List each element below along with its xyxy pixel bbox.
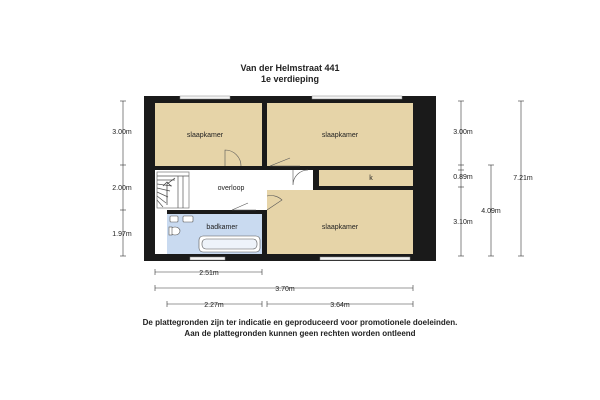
- room-label-bedroom-bottom-right: slaapkamer: [321, 224, 359, 231]
- dim-bottom-row3-left: 2.27m: [204, 302, 224, 309]
- hall-bath-gap: [262, 170, 267, 184]
- closet-floor: [319, 170, 413, 186]
- address-title: Van der Helmstraat 441: [240, 63, 340, 73]
- sink: [183, 216, 193, 222]
- disclaimer-line1: De plattegronden zijn ter indicatie en geproduceerd voor promotionele doeleinden.: [142, 318, 458, 327]
- room-label-bedroom-top-left: slaapkamer: [186, 132, 224, 139]
- dim-right-top: 3.00m: [453, 129, 473, 136]
- room-label-hallway: overloop: [217, 185, 245, 192]
- dim-bottom-row1: 2.51m: [199, 270, 219, 277]
- dim-right-bottom: 3.10m: [453, 219, 473, 226]
- dim-bottom-row3-right: 3.64m: [330, 302, 350, 309]
- floor-subtitle: 1e verdieping: [260, 74, 320, 84]
- dim-right-partial: 4.09m: [481, 208, 501, 215]
- bedroom-bottom-right-floor: [267, 190, 413, 254]
- dim-left-top: 3.00m: [112, 129, 132, 136]
- dim-left-bottom: 1.97m: [112, 231, 132, 238]
- room-floors: [155, 103, 413, 254]
- room-label-bedroom-top-right: slaapkamer: [321, 132, 359, 139]
- hallway-lower-floor: [155, 210, 167, 254]
- staircase: [157, 172, 189, 208]
- dim-bottom-row2: 3.70m: [275, 286, 295, 293]
- dim-left-middle: 2.00m: [112, 185, 132, 192]
- room-label-closet: k: [369, 175, 373, 182]
- dim-right-total: 7.21m: [513, 175, 533, 182]
- disclaimer-line2: Aan de plattegronden kunnen geen rechten worden ontleend: [184, 329, 416, 338]
- dim-right-small: 0.89m: [453, 174, 473, 181]
- room-label-bathroom: badkamer: [206, 224, 238, 231]
